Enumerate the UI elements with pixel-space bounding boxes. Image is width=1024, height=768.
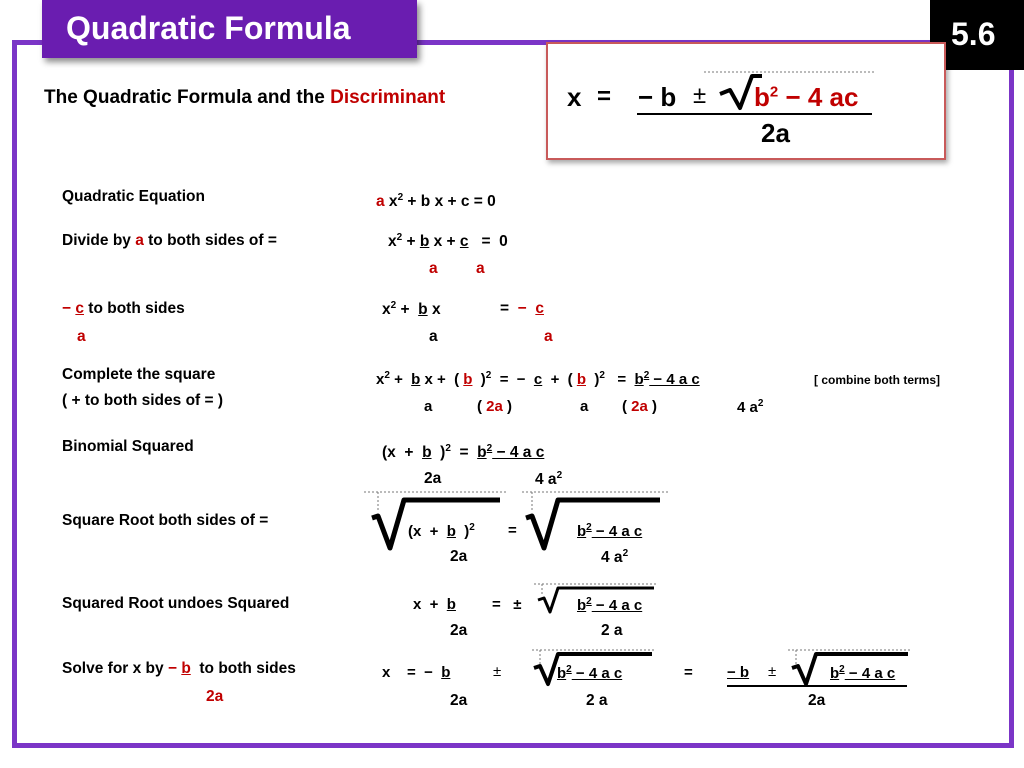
step3-post: to both sides: [83, 300, 185, 317]
formula-x: x: [567, 82, 582, 112]
step6-b: b: [446, 523, 456, 540]
formula-neg-b: − b: [638, 82, 677, 112]
subtitle: [44, 87, 445, 109]
step8-den1: 2a: [450, 692, 468, 709]
step5-lhs: (x +: [382, 444, 423, 462]
step5-num: b: [477, 444, 487, 462]
formula-equals: =: [597, 83, 612, 110]
step4-d2: [477, 398, 512, 415]
step3-t3: x: [427, 301, 441, 319]
formula-plus-minus: ±: [693, 82, 707, 109]
step8-neg: −: [167, 660, 182, 677]
step3-x: x: [382, 301, 391, 319]
step8-num: [557, 664, 622, 682]
step4-p4: = −: [491, 371, 534, 388]
step2-sup: 2: [396, 232, 403, 243]
step4-d5: [737, 398, 763, 416]
step8-pre: Solve for x by: [62, 660, 168, 677]
step8-lhs: [382, 664, 450, 681]
title-tab: [42, 0, 417, 58]
step3-math: [382, 300, 441, 319]
step3-c: c: [75, 300, 84, 317]
step5-den2: [535, 470, 562, 489]
step4-math: [376, 370, 700, 388]
formula-rest: − 4 ac: [778, 82, 859, 112]
step2-math: [388, 232, 508, 251]
step8-post: to both sides: [190, 660, 296, 677]
step6-math: [408, 522, 475, 540]
step3-c-num: c: [535, 300, 544, 317]
step2-den-a2: a: [476, 260, 485, 277]
step2-a: a: [135, 232, 144, 249]
step4-d2b: 2a: [486, 398, 503, 415]
step5-label: Binomial Squared: [62, 438, 194, 455]
step5-rp: ): [431, 444, 446, 462]
formula-lhs: [567, 82, 581, 113]
step4-d5-sup: 2: [757, 398, 764, 409]
step6-den2-sup: 2: [622, 548, 629, 559]
step8-bnum: b: [441, 664, 451, 681]
formula-denominator: 2a: [761, 118, 790, 148]
step6-num-sup: 2: [586, 522, 592, 533]
step7-num: [577, 596, 642, 614]
formula-discriminant: [754, 82, 858, 113]
step7-eq: = ±: [492, 596, 522, 613]
step6-den2-text: 4 a: [601, 549, 623, 567]
step3-neg: −: [517, 300, 536, 317]
step3-eq: =: [500, 300, 518, 317]
step7-label: Squared Root undoes Squared: [62, 595, 290, 612]
step6-num-b: b: [577, 523, 587, 540]
step5-math: [382, 443, 544, 462]
step4-d1: a: [424, 398, 433, 415]
step4-p7: =: [604, 371, 635, 388]
subtitle-text: The Quadratic Formula and the: [44, 87, 325, 108]
step4-p6: ): [586, 371, 600, 388]
step3-t2: +: [396, 301, 419, 319]
step5-den1: 2a: [424, 470, 442, 487]
step3-sup: 2: [390, 300, 397, 311]
step4-p2: x + (: [420, 371, 464, 388]
step4-c: c: [533, 371, 543, 388]
step6-rp: ): [455, 523, 470, 540]
step3-den1: a: [429, 328, 438, 345]
step4-bracket-note: [ combine both terms]: [814, 373, 941, 387]
step8-fraction-bar: [727, 685, 907, 687]
step4-sup: 2: [384, 370, 390, 381]
step7-x: x +: [413, 596, 447, 613]
formula-fraction-bar: [637, 113, 872, 115]
step5-den2-text: 4 a: [535, 471, 557, 489]
step2-x: x: [388, 233, 397, 251]
step1-sup: 2: [397, 192, 404, 203]
step7-b: b: [446, 596, 456, 613]
formula-exp: 2: [769, 83, 779, 101]
step7-den2: 2 a: [601, 622, 623, 639]
step7-lhs: [413, 596, 456, 613]
step4-sup4: 2: [643, 370, 650, 381]
step4-d3: a: [580, 398, 589, 415]
step4-x: x: [376, 371, 385, 388]
step4-d2c: ): [502, 398, 513, 415]
step8-neg-b: − b: [727, 664, 750, 681]
step2-c: c: [459, 233, 469, 251]
step4-d2a: (: [477, 398, 487, 415]
step8-num-b: b: [557, 665, 567, 682]
step8-b: b: [181, 660, 191, 677]
step4-d5-text: 4 a: [737, 399, 758, 416]
step4-bb: b: [634, 371, 644, 388]
step1-a: a: [376, 193, 385, 211]
step2-t2: +: [402, 233, 420, 251]
step6-num-rest: − 4 a c: [591, 523, 643, 540]
step8-num2: [830, 664, 895, 682]
step8-num2-rest: − 4 a c: [844, 665, 896, 682]
step4-b: b: [411, 371, 421, 388]
step8-num2-b: b: [830, 665, 840, 682]
step6-lhs: (x +: [408, 523, 447, 540]
step6-num: [577, 522, 642, 540]
step3-rhs: [500, 300, 544, 318]
step8-num2-sup: 2: [839, 664, 845, 675]
step8-label-den: 2a: [206, 688, 224, 705]
step4-sup3: 2: [599, 370, 605, 381]
step5-b: b: [422, 444, 432, 462]
step8-pm: ±: [493, 663, 502, 680]
step7-num-rest: − 4 a c: [591, 597, 643, 614]
step7-num-sup: 2: [586, 596, 592, 607]
step8-label: [62, 660, 296, 678]
step3-label: [62, 300, 185, 318]
step5-num-rest: − 4 a c: [492, 444, 545, 462]
step5-sup: 2: [445, 443, 451, 454]
step4-d4b: 2a: [631, 398, 648, 415]
step4-b3: b: [576, 371, 586, 388]
step1-math: [376, 192, 496, 211]
step2-den-a1: a: [429, 260, 438, 277]
step6-den2: [601, 548, 628, 567]
step3-label-den: a: [77, 328, 86, 345]
step4-p8: − 4 a c: [649, 371, 700, 388]
step4-label-1: Complete the square: [62, 366, 216, 383]
step5-den2-sup: 2: [556, 470, 563, 481]
step6-den1: 2a: [450, 548, 468, 565]
step8-den3: 2a: [808, 692, 826, 709]
step2-t4: = 0: [468, 233, 508, 251]
step3-b: b: [418, 301, 428, 319]
step8-num-rest: − 4 a c: [571, 665, 623, 682]
step7-num-b: b: [577, 597, 587, 614]
step1-x: x: [384, 193, 398, 211]
step4-p3: ): [472, 371, 486, 388]
step4-p1: +: [389, 371, 412, 388]
step2-b: b: [419, 233, 430, 251]
step4-d4a: (: [622, 398, 632, 415]
step7-den1: 2a: [450, 622, 468, 639]
step2-post: to both sides of =: [143, 232, 277, 249]
step4-d4: [622, 398, 657, 415]
step4-sup2: 2: [485, 370, 492, 381]
step4-b2: b: [463, 371, 473, 388]
step6-label: Square Root both sides of =: [62, 512, 269, 529]
step3-minus: −: [62, 300, 76, 317]
step8-x: x = −: [382, 664, 442, 681]
step8-den2: 2 a: [586, 692, 608, 709]
subtitle-highlight: Discriminant: [330, 87, 446, 108]
step1-tail: + b x + c = 0: [403, 193, 496, 211]
step5-eq: =: [450, 444, 478, 462]
step6-eq: =: [508, 522, 517, 539]
step3-den2: a: [544, 328, 553, 345]
formula-b: b: [754, 82, 770, 112]
step8-num-sup: 2: [566, 664, 572, 675]
step4-label-2: ( + to both sides of = ): [62, 392, 224, 409]
section-number: 5.6: [951, 16, 996, 52]
step1-label: Quadratic Equation: [62, 188, 205, 205]
step5-num-sup: 2: [486, 443, 493, 454]
step6-sup: 2: [469, 522, 475, 533]
step8-pm2: ±: [768, 663, 777, 680]
step8-eq2: =: [684, 664, 693, 681]
step4-d4c: ): [647, 398, 658, 415]
step4-p5: + (: [542, 371, 577, 388]
slide-title: Quadratic Formula: [66, 10, 351, 46]
step2-pre: Divide by: [62, 232, 136, 249]
step2-label: [62, 232, 277, 250]
step2-t3: x +: [429, 233, 460, 251]
